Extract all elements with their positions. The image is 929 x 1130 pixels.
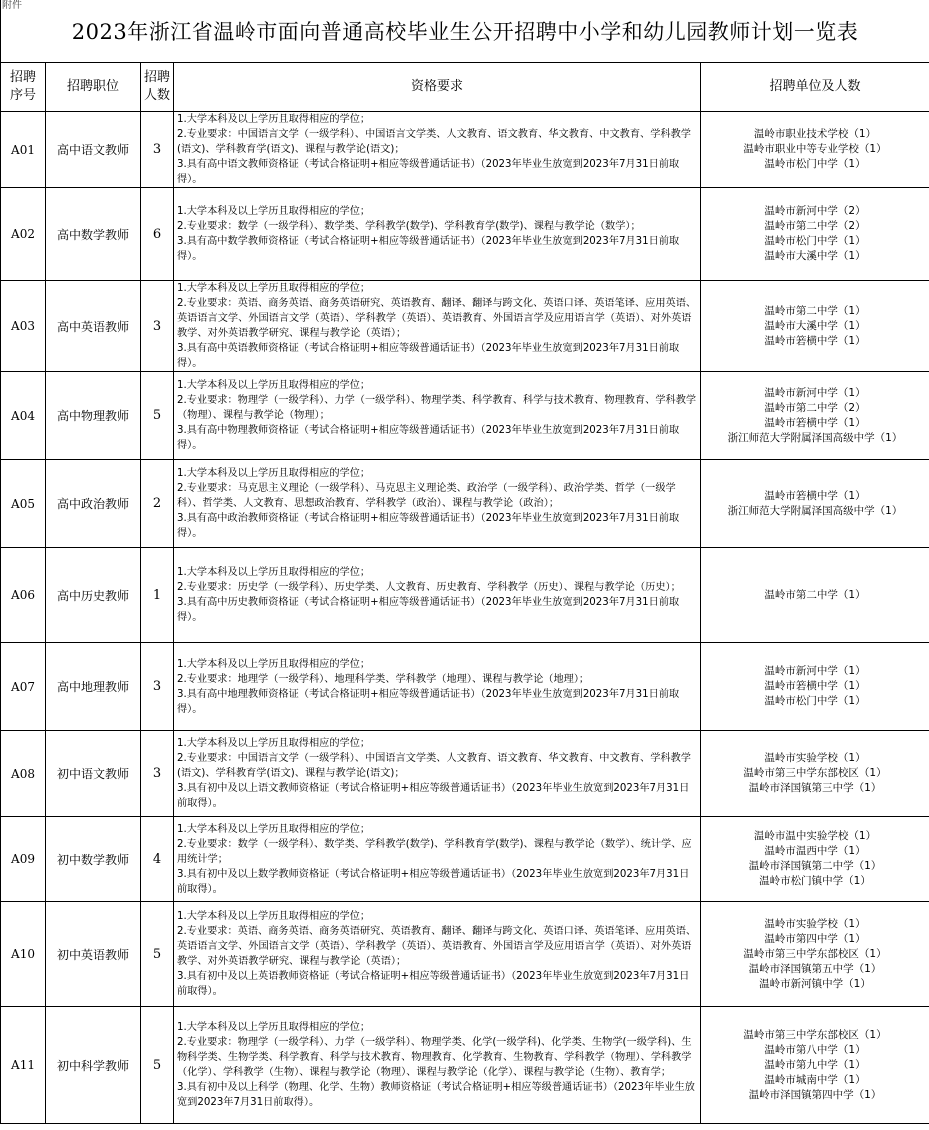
unit-entry: 温岭市新河中学（1）	[764, 386, 866, 399]
row-requirements	[174, 643, 701, 731]
row-position: 初中英语教师	[46, 902, 141, 1007]
row-units	[701, 460, 929, 548]
unit-entry: 温岭市泽国镇第五中学（1）	[748, 962, 882, 975]
unit-entry: 温岭市温西中学（1）	[764, 845, 866, 857]
row-id: A01	[1, 112, 46, 188]
table-row	[1, 281, 929, 372]
row-id: A07	[1, 643, 46, 731]
unit-entry: 温岭市箬横中学（1）	[764, 680, 866, 692]
row-id: A10	[1, 902, 46, 1007]
row-position: 初中数学教师	[46, 817, 141, 902]
header-count-line1: 招聘	[143, 70, 170, 85]
requirement-line: 3.具有初中及以上科学（物理、化学、生物）教师资格证（考试合格证明+相应等级普通话证书）（2023年毕业生放宽到2023年7月31日前取得）。	[177, 1082, 695, 1108]
requirement-line: 2.专业要求：物理学（一级学科）、力学（一级学科）、物理学类、化学(一级学科)、化学类、生物学(一级学科)、生物科学类、生物学类、科学教育、科学与技术教育、物理教育、化学教育、生物教育、学科教学（物理）、学科教学（化学）、学科教学（生物）、课程与教学论（物理）、课程与教学论（化学）、课程与教学论（生物）、教育学；	[177, 1037, 692, 1078]
row-position: 高中英语教师	[46, 281, 141, 372]
unit-entry: 温岭市城南中学（1）	[764, 1073, 866, 1086]
requirement-line: 2.专业要求：英语、商务英语、商务英语研究、英语教育、翻译、翻译与跨文化、英语口译、英语笔译、应用英语、英语语言文学、外国语言文学（英语）、学科教学（英语）、英语教育、外国语言学及应用语言学（英语）、对外英语教学、对外英语教学研究、课程与教学论（英语）；	[177, 926, 697, 967]
unit-entry: 温岭市大溪中学（1）	[764, 250, 866, 262]
requirement-line: 1.大学本科及以上学历且取得相应的学位；	[177, 567, 371, 578]
requirement-line: 2.专业要求：地理学（一级学科）、地理科学类、学科教学（地理）、课程与教学论（地理）；	[177, 673, 590, 685]
unit-entry: 浙江师范大学附属泽国高级中学（1）	[727, 504, 903, 517]
header-row	[1, 63, 929, 112]
row-count: 3	[141, 643, 174, 731]
requirement-line: 1.大学本科及以上学历且取得相应的学位；	[177, 283, 371, 294]
unit-entry: 温岭市第三中学东部校区（1）	[743, 1028, 887, 1041]
row-count: 4	[141, 817, 174, 902]
title-row	[1, 0, 929, 63]
row-position: 初中语文教师	[46, 731, 141, 817]
row-position: 高中政治教师	[46, 460, 141, 548]
unit-entry: 温岭市第八中学（1）	[764, 1043, 866, 1056]
row-requirements	[174, 817, 701, 902]
requirement-line: 1.大学本科及以上学历且取得相应的学位；	[177, 738, 371, 749]
row-id: A03	[1, 281, 46, 372]
unit-entry: 温岭市泽国镇第三中学（1）	[748, 782, 882, 794]
requirement-line: 2.专业要求：数学（一级学科）、数学类、学科教学(数学)、学科教育学(数学)、课程与教学论（数学）；	[177, 221, 641, 232]
row-units	[701, 643, 929, 731]
row-position: 高中数学教师	[46, 188, 141, 281]
table-row	[1, 731, 929, 817]
header-seq	[1, 63, 46, 112]
unit-entry: 温岭市实验学校（1）	[764, 752, 866, 764]
row-id: A02	[1, 188, 46, 281]
unit-entry: 温岭市泽国镇第四中学（1）	[748, 1088, 882, 1101]
unit-entry: 温岭市泽国镇第二中学（1）	[748, 860, 882, 872]
row-requirements	[174, 460, 701, 548]
unit-entry: 温岭市箬横中学（1）	[764, 489, 866, 502]
row-id: A04	[1, 372, 46, 460]
unit-entry: 温岭市第九中学（1）	[764, 1058, 866, 1071]
requirement-line: 3.具有初中及以上数学教师资格证（考试合格证明+相应等级普通话证书）（2023年毕业生放宽到2023年7月31日前取得）。	[177, 868, 690, 895]
table-row	[1, 188, 929, 281]
row-count: 6	[141, 188, 174, 281]
unit-entry: 温岭市职业中等专业学校（1）	[743, 143, 887, 155]
unit-entry: 温岭市大溪中学（1）	[764, 319, 866, 332]
table-row	[1, 902, 929, 1007]
table-row	[1, 548, 929, 643]
row-id: A08	[1, 731, 46, 817]
unit-entry: 温岭市职业技术学校（1）	[753, 128, 877, 140]
row-units	[701, 1007, 929, 1124]
requirement-line: 1.大学本科及以上学历且取得相应的学位；	[177, 114, 371, 125]
unit-entry: 温岭市新河中学（1）	[764, 665, 866, 677]
row-units	[701, 548, 929, 643]
requirement-line: 3.具有高中物理教师资格证（考试合格证明+相应等级普通话证书）（2023年毕业生放宽到2023年7月31日前取得）。	[177, 425, 680, 451]
unit-entry: 温岭市第二中学（1）	[764, 304, 866, 317]
requirement-line: 3.具有高中数学教师资格证（考试合格证明+相应等级普通话证书）（2023年毕业生放宽到2023年7月31日前取得）。	[177, 236, 680, 262]
row-position: 高中语文教师	[46, 112, 141, 188]
requirement-line: 1.大学本科及以上学历且取得相应的学位；	[177, 380, 371, 391]
unit-entry: 温岭市箬横中学（1）	[764, 416, 866, 429]
header-seq-line2: 序号	[9, 88, 36, 103]
header-position: 招聘职位	[46, 63, 141, 112]
table-row	[1, 1007, 929, 1124]
requirement-line: 2.专业要求：英语、商务英语、商务英语研究、英语教育、翻译、翻译与跨文化、英语口译、英语笔译、应用英语、英语语言文学、外国语言文学（英语）、学科教学（英语）、英语教育、外国语言学及应用语言学（英语）、对外英语教学、对外英语教学研究、课程与教学论（英语）；	[177, 298, 697, 339]
row-units	[701, 188, 929, 281]
requirement-line: 2.专业要求：物理学（一级学科）、力学（一级学科）、物理学类、科学教育、科学与技术教育、物理教育、学科教学（物理）、课程与教学论（物理）；	[177, 395, 697, 421]
header-count-line2: 人数	[143, 88, 170, 103]
header-units: 招聘单位及人数	[701, 63, 929, 112]
requirement-line: 1.大学本科及以上学历且取得相应的学位；	[177, 206, 371, 217]
header-count	[141, 63, 174, 112]
row-count: 5	[141, 372, 174, 460]
row-position: 高中物理教师	[46, 372, 141, 460]
row-units	[701, 112, 929, 188]
row-count: 3	[141, 731, 174, 817]
requirement-line: 2.专业要求：中国语言文学（一级学科）、中国语言文学类、人文教育、语文教育、华文教育、中文教育、学科教学(语文)、学科教育学(语文)、课程与教学论(语文)；	[177, 753, 691, 779]
row-requirements	[174, 902, 701, 1007]
requirement-line: 1.大学本科及以上学历且取得相应的学位；	[177, 911, 371, 922]
requirement-line: 2.专业要求：中国语言文学（一级学科）、中国语言文学类、人文教育、语文教育、华文教育、中文教育、学科教学(语文)、学科教育学(语文)、课程与教学论(语文)；	[177, 129, 691, 155]
unit-entry: 温岭市第三中学东部校区（1）	[743, 947, 887, 960]
requirement-line: 1.大学本科及以上学历且取得相应的学位；	[177, 1022, 371, 1033]
row-id: A09	[1, 817, 46, 902]
table-row	[1, 372, 929, 460]
row-position: 高中地理教师	[46, 643, 141, 731]
unit-entry: 温岭市松门中学（1）	[764, 235, 866, 247]
row-position: 高中历史教师	[46, 548, 141, 643]
row-count: 3	[141, 112, 174, 188]
row-units	[701, 731, 929, 817]
row-count: 3	[141, 281, 174, 372]
requirement-line: 3.具有高中政治教师资格证（考试合格证明+相应等级普通话证书）（2023年毕业生放宽到2023年7月31日前取得）。	[177, 513, 680, 539]
row-count: 5	[141, 1007, 174, 1124]
corner-label: 附件	[2, 0, 22, 11]
unit-entry: 温岭市第二中学（1）	[764, 588, 866, 601]
row-requirements	[174, 548, 701, 643]
row-units	[701, 372, 929, 460]
row-requirements	[174, 731, 701, 817]
unit-entry: 温岭市松门中学（1）	[764, 158, 866, 170]
table-row	[1, 460, 929, 548]
header-requirements: 资格要求	[174, 63, 701, 112]
row-id: A06	[1, 548, 46, 643]
unit-entry: 温岭市实验学校（1）	[764, 917, 866, 930]
row-requirements	[174, 372, 701, 460]
row-requirements	[174, 1007, 701, 1124]
requirement-line: 2.专业要求：数学（一级学科）、数学类、学科教学(数学)、学科教育学(数学)、课程与教学论（数学）、统计学、应用统计学；	[177, 838, 692, 865]
row-requirements	[174, 281, 701, 372]
row-units	[701, 817, 929, 902]
unit-entry: 浙江师范大学附属泽国高级中学（1）	[727, 431, 903, 444]
table-row	[1, 817, 929, 902]
row-id: A05	[1, 460, 46, 548]
requirement-line: 2.专业要求：马克思主义理论（一级学科）、马克思主义理论类、政治学（一级学科）、政治学类、哲学（一级学科）、哲学类、人文教育、思想政治教育、学科教学（政治）、课程与教学论（政治）；	[177, 483, 676, 509]
requirement-line: 1.大学本科及以上学历且取得相应的学位；	[177, 823, 371, 835]
row-requirements	[174, 188, 701, 281]
table-row	[1, 112, 929, 188]
row-count: 1	[141, 548, 174, 643]
requirement-line: 3.具有高中语文教师资格证（考试合格证明+相应等级普通话证书）（2023年毕业生放宽到2023年7月31日前取得）。	[177, 159, 680, 185]
unit-entry: 温岭市第三中学东部校区（1）	[743, 767, 887, 779]
unit-entry: 温岭市新河中学（2）	[764, 205, 866, 217]
requirement-line: 2.专业要求：历史学（一级学科）、历史学类、人文教育、历史教育、学科教学（历史）、课程与教学论（历史）；	[177, 582, 681, 593]
row-requirements	[174, 112, 701, 188]
unit-entry: 温岭市温中实验学校（1）	[753, 830, 877, 842]
row-count: 5	[141, 902, 174, 1007]
requirement-line: 3.具有初中及以上英语教师资格证（考试合格证明+相应等级普通话证书）（2023年毕业生放宽到2023年7月31日前取得）。	[177, 971, 690, 997]
requirement-line: 1.大学本科及以上学历且取得相应的学位；	[177, 658, 371, 670]
header-seq-line1: 招聘	[9, 70, 36, 85]
row-id: A11	[1, 1007, 46, 1124]
unit-entry: 温岭市第二中学（2）	[764, 220, 866, 232]
unit-entry: 温岭市新河镇中学（1）	[759, 977, 871, 990]
page-title: 2023年浙江省温岭市面向普通高校毕业生公开招聘中小学和幼儿园教师计划一览表	[1, 0, 929, 63]
row-units	[701, 902, 929, 1007]
requirement-line: 3.具有高中地理教师资格证（考试合格证明+相应等级普通话证书）（2023年毕业生放宽到2023年7月31日前取得）。	[177, 688, 680, 715]
requirement-line: 1.大学本科及以上学历且取得相应的学位；	[177, 468, 371, 479]
table-row	[1, 643, 929, 731]
requirement-line: 3.具有高中历史教师资格证（考试合格证明+相应等级普通话证书）（2023年毕业生放宽到2023年7月31日前取得）。	[177, 597, 680, 623]
requirement-line: 3.具有高中英语教师资格证（考试合格证明+相应等级普通话证书）（2023年毕业生放宽到2023年7月31日前取得）。	[177, 343, 680, 369]
unit-entry: 温岭市第四中学（1）	[764, 932, 866, 945]
unit-entry: 温岭市松门中学（1）	[764, 695, 866, 707]
unit-entry: 温岭市箬横中学（1）	[764, 334, 866, 347]
row-units	[701, 281, 929, 372]
unit-entry: 温岭市松门镇中学（1）	[759, 875, 871, 887]
row-count: 2	[141, 460, 174, 548]
row-position: 初中科学教师	[46, 1007, 141, 1124]
requirement-line: 3.具有初中及以上语文教师资格证（考试合格证明+相应等级普通话证书）（2023年毕业生放宽到2023年7月31日前取得）。	[177, 783, 690, 809]
unit-entry: 温岭市第二中学（2）	[764, 401, 866, 414]
